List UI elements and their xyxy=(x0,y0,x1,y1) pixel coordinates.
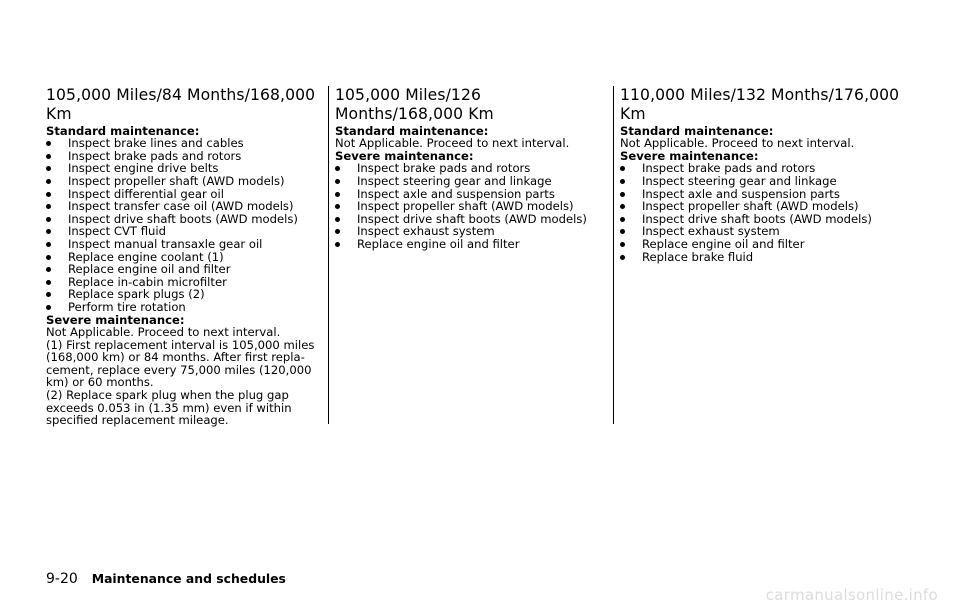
column-divider xyxy=(328,86,329,424)
list-item: Replace in-cabin microfilter xyxy=(46,276,316,289)
interval-heading: 105,000 Miles/84 Months/168,000 Km xyxy=(46,86,316,123)
list-item: Replace engine oil and filter xyxy=(335,238,607,251)
list-item: Replace brake fluid xyxy=(620,251,920,264)
page-footer xyxy=(46,571,286,587)
page-number: 9-20 xyxy=(46,571,78,587)
severe-maintenance-list xyxy=(335,162,607,250)
list-item: Inspect manual transaxle gear oil xyxy=(46,238,316,251)
list-item: Inspect propeller shaft (AWD models) xyxy=(335,200,607,213)
severe-maintenance-label: Severe maintenance: xyxy=(620,148,759,163)
column-2 xyxy=(335,86,607,251)
standard-maintenance-label: Standard maintenance: xyxy=(620,123,774,138)
list-item: Inspect drive shaft boots (AWD models) xyxy=(46,213,316,226)
column-divider xyxy=(613,86,614,424)
list-item: Inspect brake lines and cables xyxy=(46,137,316,150)
list-item: Inspect engine drive belts xyxy=(46,162,316,175)
standard-maintenance-label: Standard maintenance: xyxy=(335,123,489,138)
list-item: Inspect steering gear and linkage xyxy=(335,175,607,188)
list-item: Inspect CVT fluid xyxy=(46,225,316,238)
severe-maintenance-text: Not Applicable. Proceed to next interval. xyxy=(46,325,281,340)
list-item: Inspect axle and suspension parts xyxy=(620,188,920,201)
list-item: Inspect propeller shaft (AWD models) xyxy=(46,175,316,188)
list-item: Replace engine oil and filter xyxy=(46,263,316,276)
footnote: (2) Replace spark plug when the plug gap exceeds 0.053 in (1.35 mm) even if within specified replacement mileage. xyxy=(46,388,292,428)
list-item: Inspect steering gear and linkage xyxy=(620,175,920,188)
list-item: Replace engine coolant (1) xyxy=(46,251,316,264)
watermark-text: carmanualsonline.info xyxy=(765,586,938,604)
list-item: Inspect brake pads and rotors xyxy=(335,162,607,175)
severe-maintenance-label: Severe maintenance: xyxy=(46,312,185,327)
section-title: Maintenance and schedules xyxy=(91,571,286,586)
list-item: Inspect drive shaft boots (AWD models) xyxy=(335,213,607,226)
interval-heading: 110,000 Miles/132 Months/176,000 Km xyxy=(620,86,900,123)
list-item: Inspect exhaust system xyxy=(335,225,607,238)
standard-maintenance-text: Not Applicable. Proceed to next interval. xyxy=(620,136,855,151)
list-item: Inspect brake pads and rotors xyxy=(620,162,920,175)
interval-heading: 105,000 Miles/126 Months/168,000 Km xyxy=(335,86,494,123)
column-1 xyxy=(46,86,316,427)
list-item: Perform tire rotation xyxy=(46,301,316,314)
standard-maintenance-label: Standard maintenance: xyxy=(46,123,200,138)
standard-maintenance-list xyxy=(46,137,316,313)
list-item: Inspect propeller shaft (AWD models) xyxy=(620,200,920,213)
standard-maintenance-text: Not Applicable. Proceed to next interval. xyxy=(335,136,570,151)
list-item: Inspect transfer case oil (AWD models) xyxy=(46,200,316,213)
list-item: Replace spark plugs (2) xyxy=(46,288,316,301)
list-item: Inspect differential gear oil xyxy=(46,188,316,201)
list-item: Inspect drive shaft boots (AWD models) xyxy=(620,213,920,226)
list-item: Inspect exhaust system xyxy=(620,225,920,238)
footnote: (1) First replacement interval is 105,000 miles (168,000 km) or 84 months. After first repla-cement, replace every 75,000 miles (120,000 km) or 60 months. xyxy=(46,337,315,390)
list-item: Inspect axle and suspension parts xyxy=(335,188,607,201)
list-item: Replace engine oil and filter xyxy=(620,238,920,251)
list-item: Inspect brake pads and rotors xyxy=(46,150,316,163)
severe-maintenance-list xyxy=(620,162,920,263)
severe-maintenance-label: Severe maintenance: xyxy=(335,148,474,163)
column-3 xyxy=(620,86,920,263)
